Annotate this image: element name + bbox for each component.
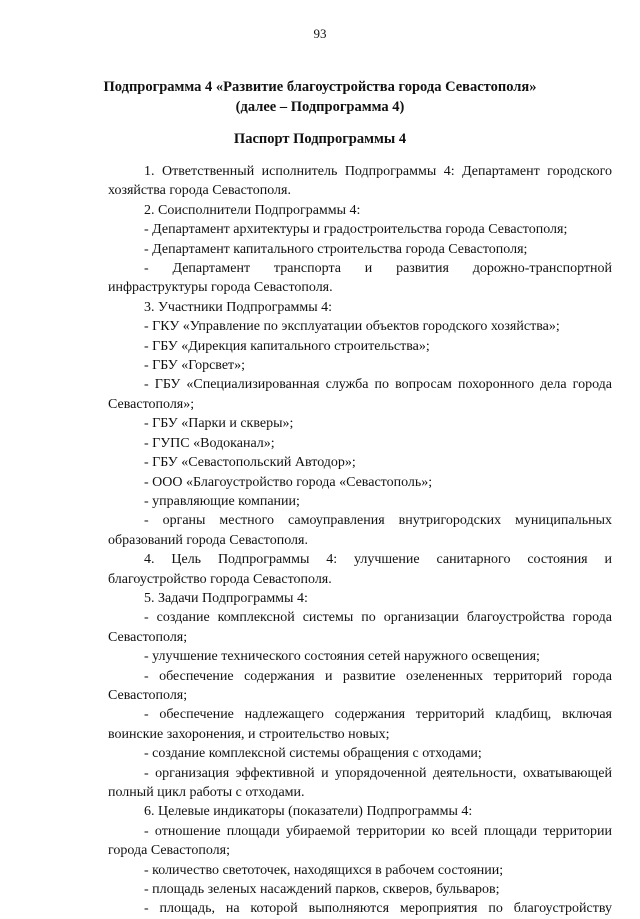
list-item: - количество светоточек, находящихся в рабочем состоянии; [144,862,504,878]
list-item: - Департамент капитального строительства города Севастополя; [144,241,528,257]
list-item: - ГБУ «Специализированная служба по вопросам похоронного дела города Севастополя»; [108,377,612,412]
list-item: - обеспечение содержания и развитие озелененных территорий города Севастополя; [108,668,612,703]
paragraph-responsible-executor: 1. Ответственный исполнитель Подпрограммы 4: Департамент городского хозяйства города Севастополя. [108,164,612,199]
paragraph-participants-heading: 3. Участники Подпрограммы 4: [144,299,333,315]
list-item: - Департамент транспорта и развития дорожно-транспортной инфраструктуры города Севастополя. [108,261,612,296]
paragraph-co-executors-heading: 2. Соисполнители Подпрограммы 4: [144,202,361,218]
passport-heading: Паспорт Подпрограммы 4 [233,131,407,147]
list-item: - Департамент архитектуры и градостроительства города Севастополя; [144,222,568,238]
list-item: - создание комплексной системы обращения с отходами; [144,746,482,762]
list-item: - ГКУ «Управление по эксплуатации объектов городского хозяйства»; [144,319,560,335]
subprogram-title-line-1: Подпрограмма 4 «Развитие благоустройства города Севастополя» [103,79,537,95]
list-item: - площадь зеленых насаждений парков, скверов, бульваров; [144,882,500,898]
list-item: - ООО «Благоустройство города «Севастополь»; [144,474,433,490]
list-item: - отношение площади убираемой территории ко всей площади территории города Севастополя; [108,823,612,859]
page-number: 93 [313,26,327,41]
list-item: - обеспечение надлежащего содержания территорий кладбищ, включая воинские захоронения, и строительство новых; [108,707,612,742]
list-item: - органы местного самоуправления внутригородских муниципальных образований города Севастополя. [108,513,612,548]
list-item: - улучшение технического состояния сетей наружного освещения; [144,649,540,665]
passport-body [108,162,612,919]
list-item: - ГБУ «Парки и скверы»; [144,416,294,432]
paragraph-tasks-heading: 5. Задачи Подпрограммы 4: [144,590,308,606]
list-item: - организация эффективной и упорядоченной деятельности, охватывающей полный цикл работы с отходами. [108,765,612,800]
list-item: - ГБУ «Горсвет»; [144,358,246,374]
list-item: - ГБУ «Дирекция капитального строительства»; [144,338,430,354]
subprogram-title-line-2: (далее – Подпрограмма 4) [235,99,405,115]
list-item: - ГУПС «Водоканал»; [144,435,275,451]
list-item: - ГБУ «Севастопольский Автодор»; [144,455,356,471]
list-item: - управляющие компании; [144,493,300,509]
paragraph-indicators-heading: 6. Целевые индикаторы (показатели) Подпрограммы 4: [144,804,473,820]
paragraph-goal: 4. Цель Подпрограммы 4: улучшение санитарного состояния и благоустройство города Севастополя. [108,552,612,587]
list-item: - создание комплексной системы по организации благоустройства города Севастополя; [108,610,612,645]
subprogram-title [0,77,640,117]
list-item: - площадь, на которой выполняются мероприятия по благоустройству [144,901,612,917]
